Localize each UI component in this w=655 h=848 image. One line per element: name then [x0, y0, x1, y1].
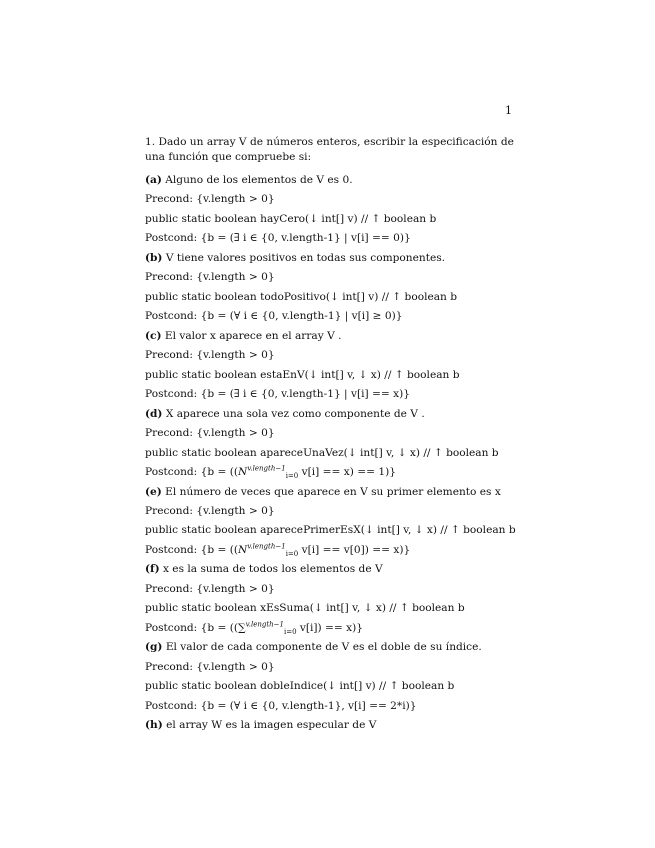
item-f-precond: Precond: {v.length > 0} — [145, 582, 275, 595]
item-label: (f) — [145, 563, 160, 576]
item-b-signature: public static boolean todoPositivo(↓ int[] v) // ↑ boolean b — [145, 290, 458, 303]
item-statement-text: x es la suma de todos los elementos de V — [162, 563, 383, 576]
item-a-signature: public static boolean hayCero(↓ int[] v) // ↑ boolean b — [145, 212, 437, 225]
item-d-signature: public static boolean apareceUnaVez(↓ int[] v, ↓ x) // ↑ boolean b — [145, 446, 499, 459]
item-c-postcond: Postcond: {b = (∃ i ∈ {0, v.length-1} | v[i] == x)} — [145, 388, 410, 401]
item-d-statement — [145, 407, 525, 426]
page-number: 1 — [505, 104, 512, 117]
postcond-prefix: Postcond: {b = (( — [145, 543, 239, 556]
count-operator: N — [238, 543, 248, 556]
item-h-statement — [145, 718, 525, 737]
item-label: (g) — [145, 641, 163, 654]
exercise-content — [145, 135, 525, 738]
item-label: (b) — [145, 251, 163, 264]
item-statement-text: El valor de cada componente de V es el doble de su índice. — [165, 641, 482, 654]
item-statement-text: El valor x aparece en el array V . — [164, 329, 342, 342]
postcond-suffix: v[i] == x) == 1)} — [298, 466, 396, 479]
operator-lower-bound: i=0 — [285, 550, 299, 559]
item-d-precond: Precond: {v.length > 0} — [145, 427, 275, 440]
item-statement-text: V tiene valores positivos en todas sus componentes. — [165, 251, 446, 264]
item-statement-text: el array W es la imagen especular de V — [166, 719, 377, 732]
item-g-precond: Precond: {v.length > 0} — [145, 660, 275, 673]
item-b-statement — [145, 251, 525, 270]
item-f-postcond — [145, 621, 525, 640]
item-b-postcond: Postcond: {b = (∀ i ∈ {0, v.length-1} | v[i] ≥ 0)} — [145, 310, 403, 323]
operator-lower-bound: i=0 — [283, 627, 297, 636]
item-label: (d) — [145, 407, 163, 420]
item-statement-text: El número de veces que aparece en V su primer elemento es x — [165, 485, 501, 498]
item-g-postcond: Postcond: {b = (∀ i ∈ {0, v.length-1}, v[i] == 2*i)} — [145, 699, 417, 712]
item-label: (h) — [145, 719, 163, 732]
item-label: (e) — [145, 485, 162, 498]
item-c-precond: Precond: {v.length > 0} — [145, 349, 275, 362]
item-b-precond: Precond: {v.length > 0} — [145, 271, 275, 284]
operator-upper-bound: v.length−1 — [247, 542, 286, 551]
item-e-statement — [145, 485, 525, 504]
item-statement-text: Alguno de los elementos de V es 0. — [165, 174, 353, 186]
item-g-signature: public static boolean dobleIndice(↓ int[] v) // ↑ boolean b — [145, 680, 455, 693]
item-a-postcond: Postcond: {b = (∃ i ∈ {0, v.length-1} | v[i] == 0)} — [145, 232, 411, 245]
postcond-prefix: Postcond: {b = (( — [145, 621, 239, 634]
exercise-intro: 1. Dado un array V de números enteros, escribir la especificación de una función que compruebe si: — [145, 136, 514, 163]
item-statement-text: X aparece una sola vez como componente de V . — [165, 407, 425, 420]
operator-upper-bound: v.length−1 — [245, 620, 284, 629]
item-label: (c) — [145, 329, 162, 342]
item-f-statement — [145, 562, 525, 581]
item-g-statement — [145, 640, 525, 659]
operator-upper-bound: v.length−1 — [247, 464, 286, 473]
item-e-signature: public static boolean aparecePrimerEsX(↓ int[] v, ↓ x) // ↑ boolean b — [145, 524, 516, 537]
operator-lower-bound: i=0 — [285, 472, 299, 481]
item-f-signature: public static boolean xEsSuma(↓ int[] v, ↓ x) // ↑ boolean b — [145, 602, 465, 615]
postcond-suffix: v[i] == v[0]) == x)} — [298, 543, 411, 556]
item-c-statement — [145, 329, 525, 348]
item-a-precond: Precond: {v.length > 0} — [145, 193, 275, 206]
postcond-suffix: v[i]) == x)} — [296, 621, 364, 634]
count-operator: N — [238, 466, 248, 479]
item-e-postcond — [145, 543, 525, 562]
item-a-statement — [145, 173, 525, 192]
item-label: (a) — [145, 174, 162, 186]
postcond-prefix: Postcond: {b = (( — [145, 466, 239, 479]
item-c-signature: public static boolean estaEnV(↓ int[] v, ↓ x) // ↑ boolean b — [145, 368, 460, 381]
item-d-postcond — [145, 465, 525, 484]
item-e-precond: Precond: {v.length > 0} — [145, 504, 275, 517]
sum-operator: ∑ — [238, 621, 246, 634]
